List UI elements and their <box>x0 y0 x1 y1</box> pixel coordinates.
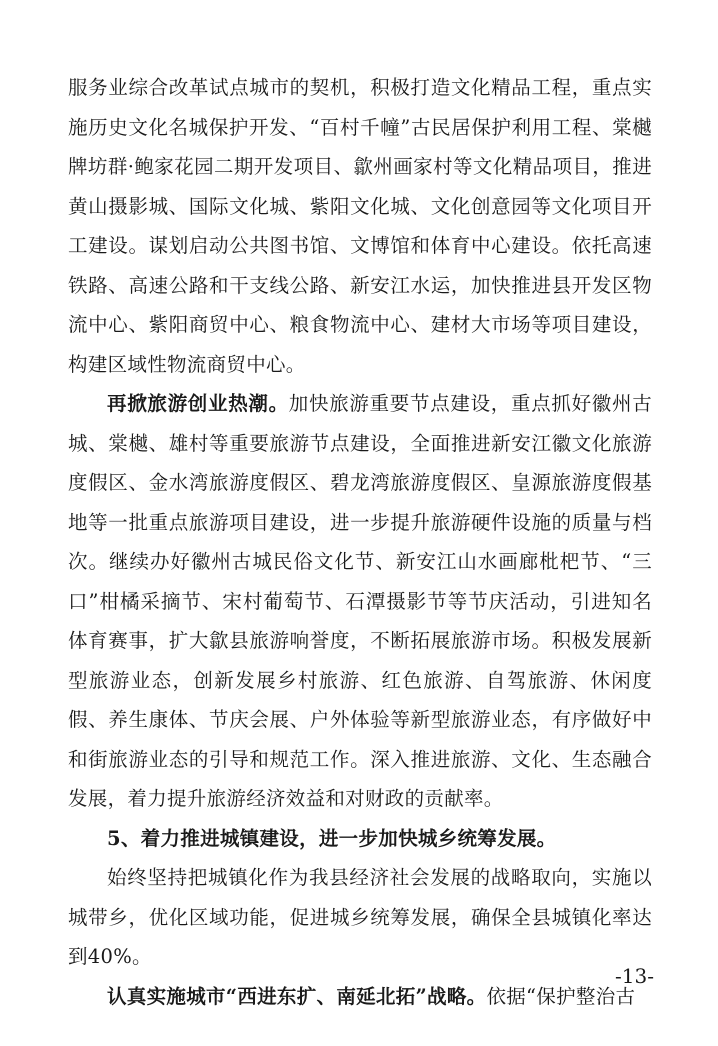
paragraph-2-lead: 再掀旅游创业热潮。 <box>107 392 289 415</box>
paragraph-3 <box>68 858 652 977</box>
paragraph-4 <box>68 977 652 1017</box>
section-heading-5 <box>68 819 652 859</box>
paragraph-1-text: 服务业综合改革试点城市的契机，积极打造文化精品工程，重点实施历史文化名城保护开发、“百村千幢”古民居保护利用工程、棠樾牌坊群·鲍家花园二期开发项目、歙州画家村等文化精品项目，推进黄山摄影城、国际文化城、紫阳文化城、文化创意园等文化项目开工建设。谋划启动公共图书馆、文博馆和体育中心建设。依托高速铁路、高速公路和干支线公路、新安江水运，加快推进县开发区物流中心、紫阳商贸中心、粮食物流中心、建材大市场等项目建设，构建区域性物流商贸中心。 <box>68 76 652 376</box>
document-page <box>68 68 652 1016</box>
paragraph-3-text: 始终坚持把城镇化作为我县经济社会发展的战略取向，实施以城带乡，优化区域功能，促进城乡统筹发展，确保全县城镇化率达到40%。 <box>68 866 652 968</box>
section-heading-5-text: 5、着力推进城镇建设，进一步加快城乡统筹发展。 <box>107 826 557 850</box>
page-number: -13- <box>615 964 654 988</box>
paragraph-4-lead: 认真实施城市“西进东扩、南延北拓”战略。 <box>107 984 487 1008</box>
paragraph-2-text: 加快旅游重要节点建设，重点抓好徽州古城、棠樾、雄村等重要旅游节点建设，全面推进新安江徽文化旅游度假区、金水湾旅游度假区、碧龙湾旅游度假区、皇源旅游度假基地等一批重点旅游项目建设，进一步提升旅游硬件设施的质量与档次。继续办好徽州古城民俗文化节、新安江山水画廊枇杷节、“三口”柑橘采摘节、宋村葡萄节、石潭摄影节等节庆活动，引进知名体育赛事，扩大歙县旅游响誉度，不断拓展旅游市场。积极发展新型旅游业态，创新发展乡村旅游、红色旅游、自驾旅游、休闲度假、养生康体、节庆会展、户外体验等新型旅游业态，有序做好中和街旅游业态的引导和规范工作。深入推进旅游、文化、生态融合发展，着力提升旅游经济效益和对财政的贡献率。 <box>68 392 652 810</box>
paragraph-4-text: 依据“保护整治古 <box>486 984 636 1008</box>
paragraph-1 <box>68 68 652 384</box>
paragraph-2 <box>68 384 652 819</box>
